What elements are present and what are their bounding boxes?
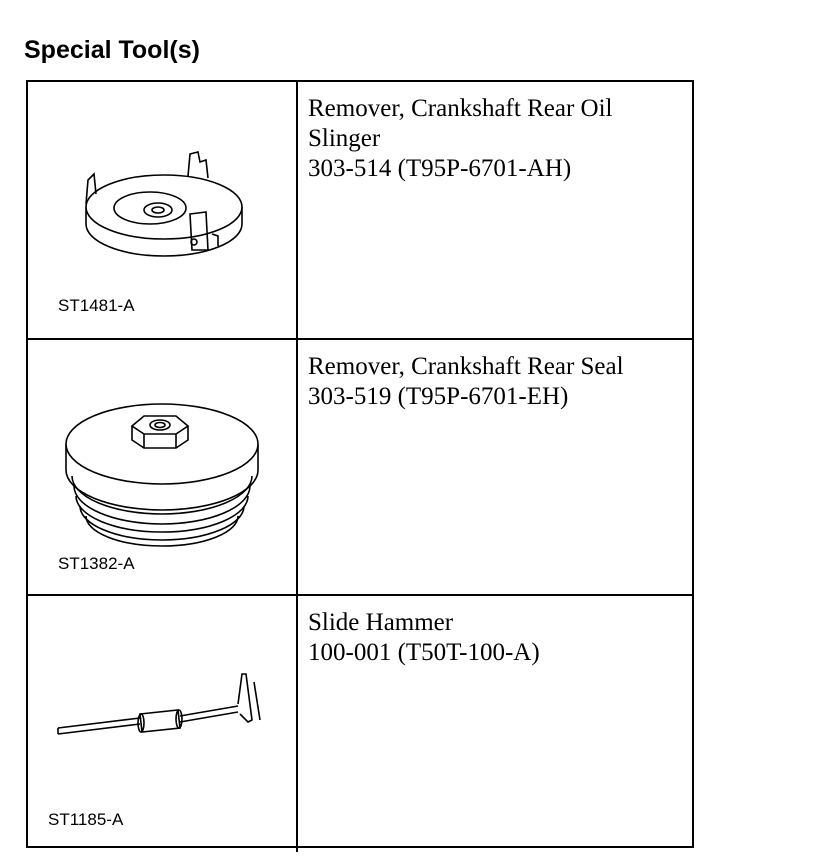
tool-name: Slide Hammer — [308, 609, 454, 636]
tool-name: Remover, Crankshaft Rear Seal — [308, 353, 624, 380]
tool-image-cell — [28, 82, 298, 338]
tool-image-cell — [28, 596, 298, 852]
tool-name: Remover, Crankshaft Rear Oil — [308, 95, 613, 122]
tool-code-label: ST1481-A — [58, 296, 135, 315]
tool-description — [308, 94, 684, 184]
tool-row-rear-seal-remover — [28, 338, 692, 596]
tool-description — [308, 608, 684, 668]
tool-number: 100-001 (T50T-100-A) — [308, 639, 540, 666]
page-title: Special Tool(s) — [24, 36, 200, 64]
tool-row-slide-hammer — [28, 594, 692, 852]
tool-number: 303-519 (T95P-6701-EH) — [308, 383, 569, 410]
special-tools-table — [26, 80, 694, 848]
tool-row-oil-slinger-remover — [28, 82, 692, 338]
tool-code-label: ST1382-A — [58, 554, 135, 573]
tool-code-label: ST1185-A — [48, 810, 124, 829]
tool-number: 303-514 (T95P-6701-AH) — [308, 155, 572, 182]
tool-description — [308, 352, 684, 412]
tool-name-continued: Slinger — [308, 125, 381, 152]
tool-image-cell — [28, 340, 298, 596]
